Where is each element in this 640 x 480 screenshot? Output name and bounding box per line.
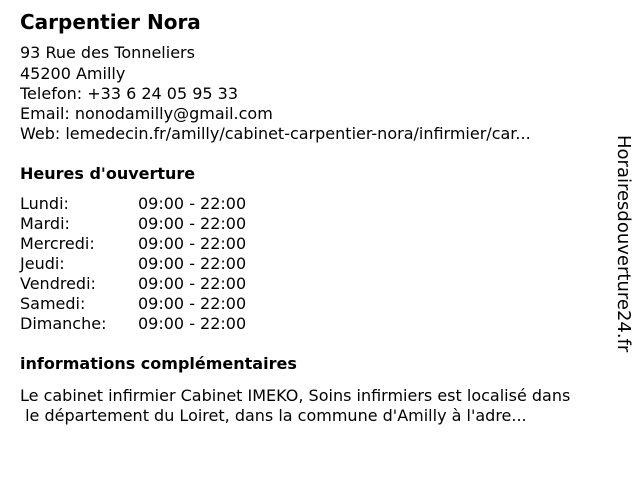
day-time: 09:00 - 22:00 [138,294,247,313]
email-text: Email: nonodamilly@gmail.com [20,104,273,123]
day-time: 09:00 - 22:00 [138,254,247,273]
day-label: Jeudi: [20,254,65,273]
day-time: 09:00 - 22:00 [138,194,247,213]
day-time: 09:00 - 22:00 [138,234,247,253]
day-time: 09:00 - 22:00 [138,274,247,293]
day-label: Lundi: [20,194,69,213]
day-label: Samedi: [20,294,86,313]
day-time: 09:00 - 22:00 [138,314,247,333]
day-label: Mardi: [20,214,70,233]
hours-heading: Heures d'ouverture [20,164,196,183]
day-label: Mercredi: [20,234,95,253]
address-city: 45200 Amilly [20,64,126,83]
phone-text: Telefon: +33 6 24 05 95 33 [20,84,239,103]
day-label: Dimanche: [20,314,107,333]
web-text: Web: lemedecin.fr/amilly/cabinet-carpentier-nora/infirmier/car... [20,124,531,143]
info-text-line-2: le département du Loiret, dans la commune d'Amilly à l'adre... [20,406,527,425]
watermark-text: Horairesdouverture24.fr [613,135,634,353]
business-name: Carpentier Nora [20,10,201,34]
info-text-line-1: Le cabinet infirmier Cabinet IMEKO, Soins infirmiers est localisé dans [20,386,571,405]
info-heading: informations complémentaires [20,354,297,373]
day-label: Vendredi: [20,274,96,293]
address-street: 93 Rue des Tonneliers [20,43,195,62]
day-time: 09:00 - 22:00 [138,214,247,233]
